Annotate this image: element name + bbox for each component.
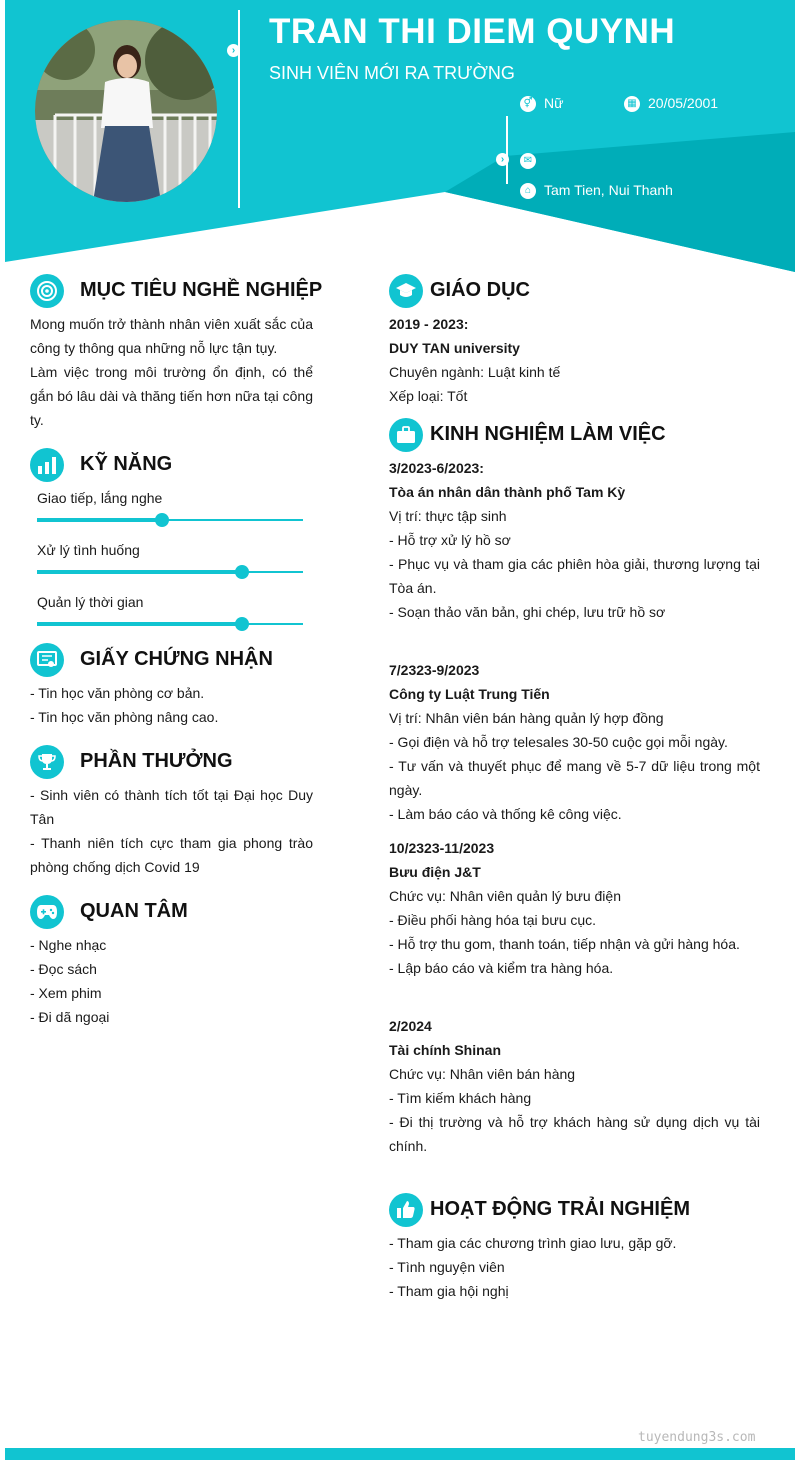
skill-slider-knob — [235, 565, 249, 579]
job-period: 2/2024 — [389, 1018, 432, 1034]
section-title: HOẠT ĐỘNG TRẢI NGHIỆM — [430, 1198, 690, 1220]
section-awards — [30, 745, 313, 879]
envelope-icon: ✉ — [520, 153, 536, 169]
skill-label: Xử lý tình huống — [37, 542, 140, 558]
dob-value: 20/05/2001 — [648, 95, 719, 111]
certificate-icon — [30, 643, 64, 677]
skill-label: Quản lý thời gian — [37, 594, 144, 610]
section-education — [389, 274, 760, 408]
job-period: 3/2023-6/2023: — [389, 460, 484, 476]
job-company: Tài chính Shinan — [389, 1042, 502, 1058]
job-period: 7/2323-9/2023 — [389, 662, 480, 678]
section-certificates — [30, 643, 313, 729]
job-company: Công ty Luật Trung Tiến — [389, 686, 550, 702]
section-interests — [30, 895, 313, 1029]
job-line: Chức vụ: Nhân viên bán hàng — [389, 1066, 576, 1082]
job-line: Chức vụ: Nhân viên quản lý bưu điện — [389, 888, 621, 904]
job-line: - Hỗ trợ thu gom, thanh toán, tiếp nhận và gửi hàng hóa. — [389, 936, 740, 952]
home-icon: ⌂ — [520, 183, 536, 199]
interest-line: - Đi dã ngoại — [30, 1009, 110, 1025]
award-line: - Sinh viên có thành tích tốt tại Đại học Duy Tân — [30, 787, 313, 827]
section-title: GIÁO DỤC — [430, 279, 530, 301]
skill-label: Giao tiếp, lắng nghe — [37, 490, 163, 506]
trophy-icon — [30, 745, 64, 779]
skill-item — [30, 592, 313, 631]
target-icon — [30, 274, 64, 308]
header-divider — [238, 10, 240, 208]
award-line: - Thanh niên tích cực tham gia phong trào phòng chống dịch Covid 19 — [30, 835, 313, 875]
section-skills — [30, 448, 313, 644]
job-line: - Tư vấn và thuyết phục để mang về 5-7 dữ liệu trong một ngày. — [389, 758, 760, 798]
gender-value: Nữ — [544, 95, 564, 111]
job-line: - Soạn thảo văn bản, ghi chép, lưu trữ hồ sơ — [389, 604, 666, 620]
activity-line: - Tham gia các chương trình giao lưu, gặp gỡ. — [389, 1235, 677, 1251]
interest-line: - Xem phim — [30, 985, 102, 1001]
skill-slider-knob — [155, 513, 169, 527]
education-school: DUY TAN university — [389, 340, 520, 356]
candidate-role: SINH VIÊN MỚI RA TRƯỜNG — [269, 63, 515, 83]
address-info — [520, 182, 673, 199]
career-line: Làm việc trong môi trường ổn định, có thể gắn bó lâu dài và thăng tiến hơn nữa tại công ty. — [30, 364, 313, 428]
dob-info — [624, 95, 718, 112]
certificate-line: - Tin học văn phòng cơ bản. — [30, 685, 205, 701]
education-grade: Xếp loại: Tốt — [389, 388, 468, 404]
job-line: - Hỗ trợ xử lý hồ sơ — [389, 532, 511, 548]
job-entry — [389, 836, 760, 980]
skill-slider — [37, 513, 303, 527]
chevron-right-icon: › — [227, 44, 240, 57]
job-line: - Đi thị trường và hỗ trợ khách hàng sử dụng dịch vụ tài chính. — [389, 1114, 760, 1154]
profile-photo — [35, 20, 217, 202]
bar-chart-icon — [30, 448, 64, 482]
job-entry — [389, 658, 760, 826]
calendar-icon: ▦ — [624, 96, 640, 112]
interest-line: - Đọc sách — [30, 961, 97, 977]
job-line: - Làm báo cáo và thống kê công việc. — [389, 806, 622, 822]
skill-slider — [37, 617, 303, 631]
skill-slider-knob — [235, 617, 249, 631]
job-line: - Điều phối hàng hóa tại bưu cục. — [389, 912, 597, 928]
skill-item — [30, 540, 313, 579]
section-experience — [389, 418, 760, 1158]
activity-line: - Tham gia hội nghị — [389, 1283, 509, 1299]
job-period: 10/2323-11/2023 — [389, 840, 495, 856]
section-activities — [389, 1193, 760, 1303]
section-title: QUAN TÂM — [80, 900, 188, 922]
job-company: Tòa án nhân dân thành phố Tam Kỳ — [389, 484, 626, 500]
job-company: Bưu điện J&T — [389, 864, 481, 880]
briefcase-icon — [389, 418, 423, 452]
gamepad-icon — [30, 895, 64, 929]
address-value: Tam Tien, Nui Thanh — [544, 182, 673, 198]
education-period: 2019 - 2023: — [389, 316, 469, 332]
section-career-goal — [30, 274, 323, 432]
job-entry — [389, 1014, 760, 1158]
activity-line: - Tình nguyện viên — [389, 1259, 505, 1275]
job-line: - Tìm kiếm khách hàng — [389, 1090, 532, 1106]
gender-info — [520, 95, 563, 112]
contact-divider — [506, 116, 508, 184]
education-major: Chuyên ngành: Luật kinh tế — [389, 364, 561, 380]
section-title: KỸ NĂNG — [80, 453, 173, 475]
section-title: MỤC TIÊU NGHỀ NGHIỆP — [80, 279, 323, 301]
header-banner — [5, 0, 795, 272]
graduation-cap-icon — [389, 274, 423, 308]
chevron-right-icon: › — [496, 153, 509, 166]
section-title: KINH NGHIỆM LÀM VIỆC — [430, 423, 666, 445]
job-line: - Lập báo cáo và kiểm tra hàng hóa. — [389, 960, 614, 976]
career-line: Mong muốn trở thành nhân viên xuất sắc của công ty thông qua những nỗ lực tận tụy. — [30, 316, 313, 356]
certificate-line: - Tin học văn phòng nâng cao. — [30, 709, 219, 725]
footer-bar — [5, 1448, 795, 1460]
interest-line: - Nghe nhạc — [30, 937, 107, 953]
candidate-name: TRAN THI DIEM QUYNH — [269, 12, 676, 51]
gender-icon: ⚥ — [520, 96, 536, 112]
job-line: - Phục vụ và tham gia các phiên hòa giải, thương lượng tại Tòa án. — [389, 556, 760, 596]
skill-item — [30, 488, 313, 527]
email-info — [520, 152, 544, 169]
job-line: Vị trí: thực tập sinh — [389, 508, 507, 524]
skill-slider — [37, 565, 303, 579]
job-line: - Gọi điện và hỗ trợ telesales 30-50 cuộc gọi mỗi ngày. — [389, 734, 728, 750]
section-title: PHẦN THƯỞNG — [80, 750, 233, 772]
job-entry — [389, 456, 760, 624]
job-line: Vị trí: Nhân viên bán hàng quản lý hợp đồng — [389, 710, 664, 726]
thumbs-up-icon — [389, 1193, 423, 1227]
section-title: GIẤY CHỨNG NHẬN — [80, 648, 273, 670]
watermark: tuyendung3s.com — [638, 1430, 756, 1445]
